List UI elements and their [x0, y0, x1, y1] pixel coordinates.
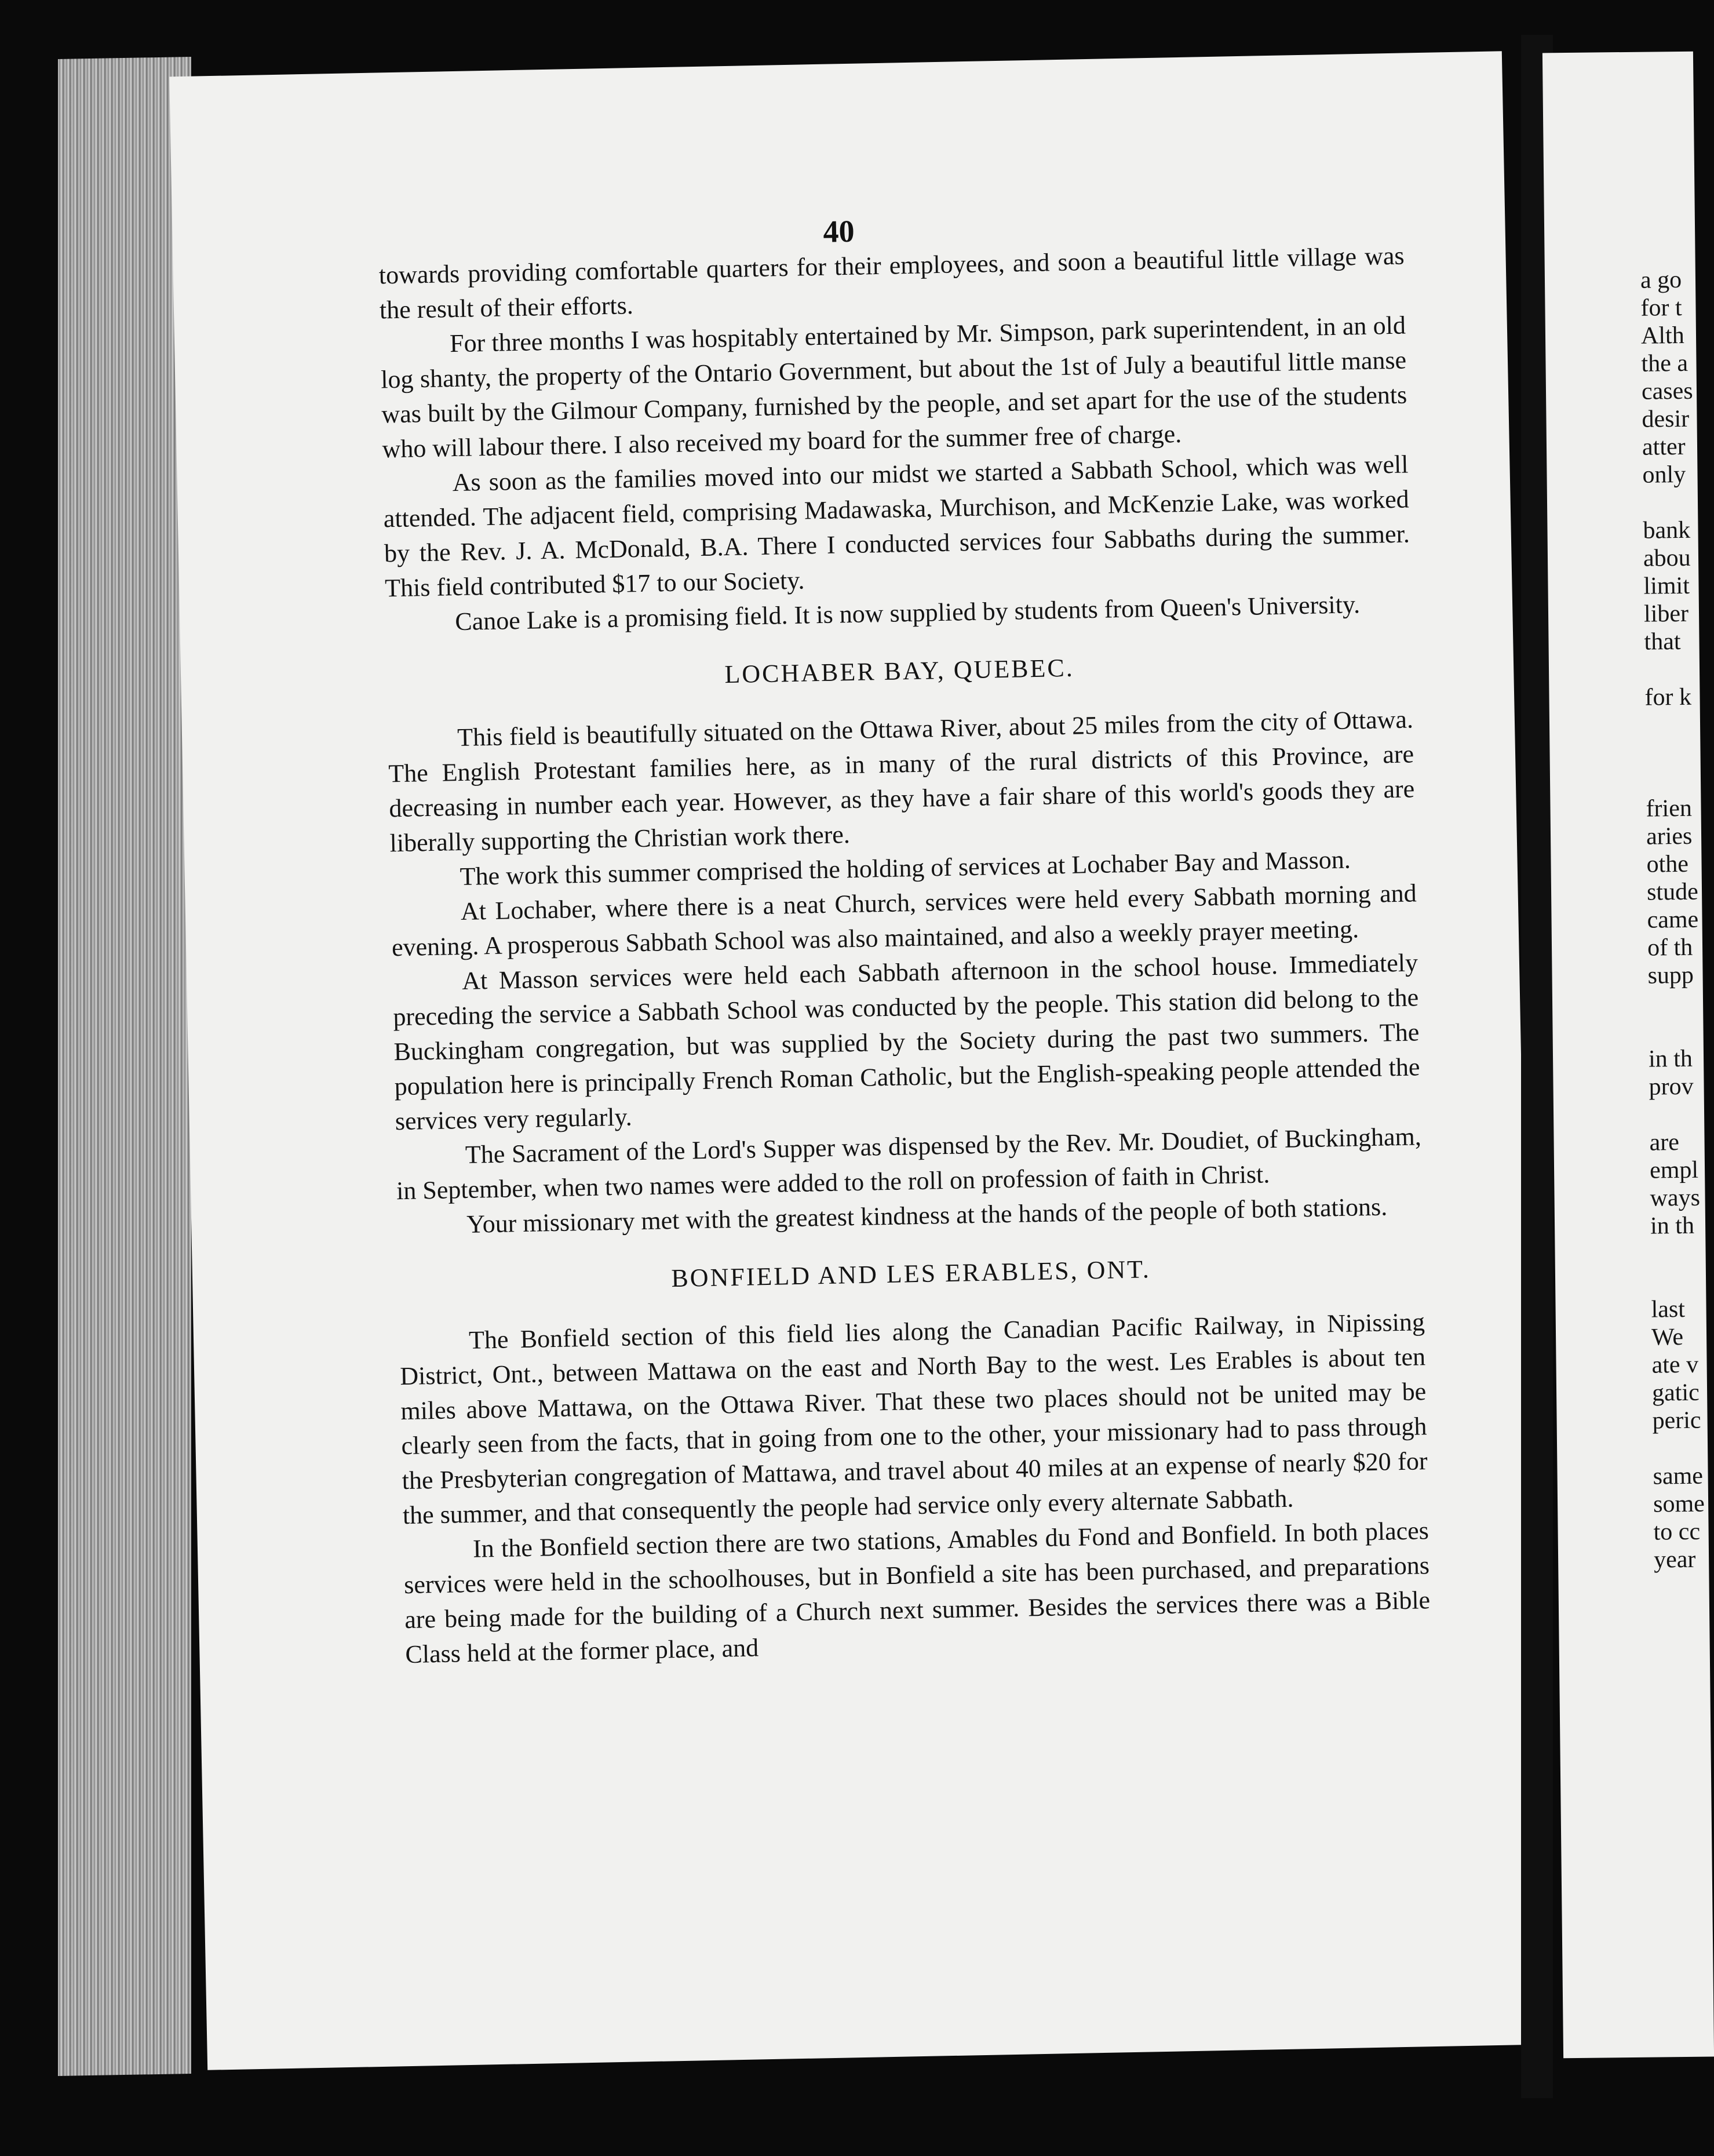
facing-page-line: for k	[1644, 683, 1692, 711]
paragraph: The Bonfield section of this field lies along the Canadian Pacific Railway, in Nipissing District, Ont., between Mattawa on the east and North Bay to the west. Les Erables is about ten miles above Mattawa, on the Ottawa River. That these two places should not be united may be clearly seen from the facts, that in going from one to the other, your missionary had to pass through the Presbyterian congregation of Mattawa, and travel about 40 miles at an expense of nearly $20 for the summer, and that consequently the people had service only every alternate Sabbath.	[399, 1308, 1428, 1530]
page-number: 40	[822, 213, 855, 249]
facing-page-line: a go	[1640, 266, 1682, 294]
facing-page-line: came	[1647, 906, 1699, 934]
facing-page-line: We	[1651, 1324, 1684, 1351]
facing-page-line: desir	[1642, 405, 1690, 433]
facing-page	[1542, 52, 1714, 2059]
facing-page-line: of th	[1647, 934, 1693, 962]
paragraph: As soon as the families moved into our midst we started a Sabbath School, which was well attended. The adjacent field, comprising Madawaska, Murchison, and McKenzie Lake, was worked by the Rev. J. A. McDonald, B.A. There I conducted services four Sabbaths during the summer. This field contributed $17 to our Society.	[383, 450, 1410, 603]
facing-page-line: frien	[1646, 795, 1693, 822]
facing-page-line: othe	[1646, 850, 1689, 878]
facing-page-line: stude	[1646, 878, 1698, 906]
facing-page-line: ways	[1650, 1184, 1701, 1212]
paragraph: The Sacrament of the Lord's Supper was dispensed by the Rev. Mr. Doudiet, of Buckingham, in September, when two names were added to the roll on profession of faith in Christ.	[396, 1122, 1422, 1206]
section-heading-lochaber: LOCHABER BAY, QUEBEC.	[724, 653, 1075, 689]
paragraph: This field is beautifully situated on the Ottawa River, about 25 miles from the city of Ottawa. The English Protestant families here, as in many of the rural districts of this Province, are decreasing in number each year. However, as they have a fair share of this world's goods they are liberally supporting the Christian work there.	[388, 705, 1415, 858]
facing-page-line: some	[1653, 1490, 1705, 1518]
facing-page-line: abou	[1643, 544, 1691, 572]
facing-page-line: the a	[1641, 349, 1689, 377]
section-heading-bonfield: BONFIELD AND LES ERABLES, ONT.	[670, 1255, 1151, 1293]
facing-page-line	[1648, 1017, 1700, 1046]
facing-page-line: for t	[1640, 294, 1682, 322]
paragraph: Your missionary met with the greatest kindness at the hands of the people of both stations.	[466, 1192, 1388, 1239]
facing-page-line	[1650, 1240, 1702, 1268]
facing-page-line: cases	[1641, 377, 1693, 405]
facing-page-line: aries	[1646, 822, 1693, 850]
book-page-stack-edge	[58, 57, 191, 2076]
facing-page-line: that	[1644, 628, 1681, 655]
facing-page-line	[1644, 655, 1696, 684]
facing-page-line	[1643, 489, 1694, 517]
paragraph: At Masson services were held each Sabbath afternoon in the school house. Immediately preceding the service a Sabbath School was conducted by the people. This station did belong to the Buckingham congregation, but was supplied by the Society during the past two summers. The population here is principally French Roman Catholic, but the English-speaking people attended the services very regularly.	[392, 948, 1420, 1136]
facing-page-line: in th	[1648, 1045, 1693, 1073]
paragraph: The work this summer comprised the holding of services at Lochaber Bay and Masson.	[460, 845, 1351, 891]
page-body	[378, 239, 1431, 1673]
facing-page-line: limit	[1643, 572, 1690, 600]
paragraph: Canoe Lake is a promising field. It is now supplied by students from Queen's University.	[454, 590, 1361, 636]
facing-page-line: in th	[1650, 1212, 1695, 1240]
facing-page-line	[1646, 767, 1697, 795]
facing-page-line: empl	[1649, 1156, 1699, 1184]
main-page	[169, 51, 1540, 2070]
paragraph: At Lochaber, where there is a neat Church, services were held every Sabbath morning and evening. A prosperous Sabbath School was also maintained, and also a weekly prayer meeting.	[391, 879, 1417, 962]
facing-page-line	[1649, 1101, 1701, 1129]
facing-page-fragments	[1640, 266, 1705, 1574]
facing-page-line: to cc	[1653, 1518, 1701, 1546]
paragraph: In the Bonfield section there are two stations, Amables du Fond and Bonfield. In both places services were held in the schoolhouses, but in Bonfield a site has been purchased, and preparations are being made for the building of a Church next summer. Besides the services there was a Bible Class held at the former place, and	[403, 1516, 1431, 1669]
facing-page-line: supp	[1647, 962, 1694, 989]
facing-page-line	[1651, 1268, 1702, 1296]
facing-page-line	[1645, 739, 1697, 767]
paragraph: For three months I was hospitably entertained by Mr. Simpson, park superintendent, in an old log shanty, the property of the Ontario Government, but about the 1st of July a beautiful little manse was built by the Gilmour Company, furnished by the people, and set apart for the use of the students who will labour there. I also received my board for the summer free of charge.	[380, 311, 1407, 464]
facing-page-line: gatic	[1651, 1379, 1700, 1407]
facing-page-line: Alth	[1640, 322, 1684, 349]
facing-page-line	[1645, 711, 1697, 740]
facing-page-line: year	[1653, 1546, 1696, 1574]
facing-page-line: peric	[1652, 1407, 1701, 1434]
facing-page-line: atter	[1642, 433, 1686, 461]
facing-page-line: prov	[1649, 1073, 1694, 1101]
facing-page-line: same	[1653, 1462, 1704, 1490]
facing-page-line: liber	[1643, 600, 1689, 628]
facing-page-line	[1648, 989, 1700, 1018]
facing-page-line: only	[1642, 461, 1686, 489]
facing-page-line: ate v	[1651, 1351, 1699, 1379]
facing-page-line: last	[1651, 1295, 1686, 1323]
facing-page-line: bank	[1643, 516, 1691, 544]
facing-page-line	[1653, 1434, 1704, 1463]
facing-page-line: are	[1649, 1129, 1680, 1156]
paragraph: towards providing comfortable quarters for their employees, and soon a beautiful little village was the result of their efforts.	[378, 241, 1405, 325]
